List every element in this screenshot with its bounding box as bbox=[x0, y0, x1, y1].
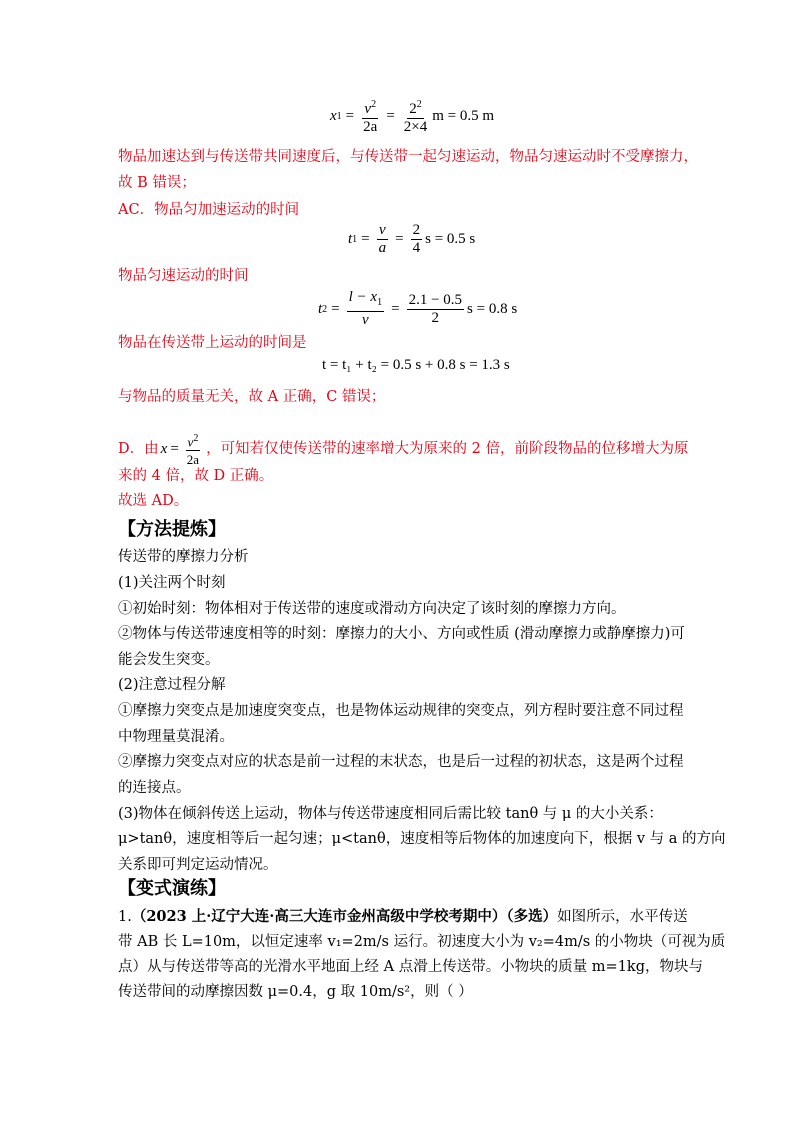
text-line: ②物体与传送带速度相等的时刻：摩擦力的大小、方向或性质 (滑动摩擦力或静摩擦力)可 bbox=[118, 626, 685, 642]
text-line: 传送带的摩擦力分析 bbox=[118, 549, 249, 565]
eq-fraction bbox=[407, 292, 464, 327]
text-line: 故选 AD。 bbox=[118, 493, 189, 509]
equation-t2: t 2 = $\frac{l - x_1}{v}$ = $\frac{2.1 - 0.5}{2}$ s = 0.8 s bbox=[318, 289, 518, 328]
text-line: ②摩擦力突变点对应的状态是前一过程的末状态，也是后一过程的初状态，这是两个过程 bbox=[118, 754, 684, 770]
eq-sub: 1 bbox=[352, 234, 358, 245]
eq-sub: 1 bbox=[336, 110, 342, 122]
eq-num: 2 bbox=[409, 101, 417, 117]
equation-x1: x 1 = $\frac{v^2}{2a}$ = $\frac{2^2}{2\times 4}$ m = 0.5 m bbox=[330, 96, 494, 136]
text-line: ①初始时刻：物体相对于传送带的速度或滑动方向决定了该时刻的摩擦力方向。 bbox=[118, 601, 626, 617]
question-line: 传送带间的动摩擦因数 μ=0.4，g 取 10m/s²，则（ ） bbox=[118, 984, 473, 1000]
text-fragment: D．由 bbox=[118, 441, 159, 458]
question-number: 1. bbox=[118, 909, 132, 925]
text-fragment: ，可知若仅使传送带的速率增大为原来的 2 倍，前阶段物品的位移增大为原 bbox=[206, 441, 689, 458]
eq-den: 2a bbox=[186, 452, 200, 468]
eq-fraction bbox=[361, 96, 379, 136]
text-line: 与物品的质量无关，故 A 正确，C 错误； bbox=[118, 389, 386, 405]
text-line: (2)注意过程分解 bbox=[118, 677, 226, 693]
question-line bbox=[118, 907, 688, 927]
text-line: 中物理量莫混淆。 bbox=[118, 729, 234, 745]
equation-t1: t 1 = $\frac{v}{a}$ = $\frac{2}{4}$ s = 0.5 s bbox=[348, 222, 476, 256]
text-line: 物品加速达到与传送带共同速度后，与传送带一起匀速运动，物品匀速运动时不受摩擦力， bbox=[118, 149, 698, 165]
eq-fraction bbox=[402, 96, 429, 136]
eq-num: 2.1 − 0.5 bbox=[408, 291, 463, 308]
text-line-formula bbox=[118, 430, 689, 468]
eq-den: 2×4 bbox=[403, 119, 428, 135]
text-line: 故 B 错误； bbox=[118, 175, 196, 191]
question-source: （2023 上·辽宁大连·高三大连市金州高级中学校考期中）（多选） bbox=[131, 908, 558, 925]
eq-fraction bbox=[347, 289, 384, 329]
text-line: 物品在传送带上运动的时间是 bbox=[118, 335, 307, 351]
eq-den: 4 bbox=[412, 240, 421, 256]
inline-equation: x = $\frac{v^2}{2a}$ bbox=[161, 430, 204, 468]
text-line: 来的 4 倍，故 D 正确。 bbox=[118, 468, 274, 484]
eq-symbol: t bbox=[318, 300, 323, 317]
section-heading: 【变式演练】 bbox=[118, 878, 226, 899]
eq-den: v bbox=[362, 312, 369, 328]
text-line: (1)关注两个时刻 bbox=[118, 575, 226, 591]
equation-t: t = t₁ + t₂ = 0.5 s + 0.8 s = 1.3 s bbox=[322, 357, 510, 373]
eq-rhs: s = 0.8 s bbox=[467, 300, 518, 317]
text-line: ①摩擦力突变点是加速度突变点，也是物体运动规律的突变点，列方程时要注意不同过程 bbox=[118, 703, 684, 719]
section-heading: 【方法提炼】 bbox=[118, 519, 226, 540]
eq-sup: 2 bbox=[193, 433, 199, 444]
eq-rhs: s = 0.5 s bbox=[425, 231, 476, 247]
eq-num: v bbox=[187, 434, 194, 450]
text-line: μ>tanθ，速度相等后一起匀速；μ<tanθ，速度相等后物体的加速度向下，根据 v 与 a 的方向 bbox=[118, 831, 726, 847]
text-line: (3)物体在倾斜传送上运动，物体与传送带速度相同后需比较 tanθ 与 μ 的大小关系： bbox=[118, 806, 663, 822]
text-line: 能会发生突变。 bbox=[118, 652, 220, 668]
eq-fraction bbox=[411, 222, 423, 257]
question-line: 带 AB 长 L=10m，以恒定速率 v₁=2m/s 运行。初速度大小为 v₂=4m/s 的小物块（可视为质 bbox=[118, 934, 726, 950]
text-line: AC．物品匀加速运动的时间 bbox=[118, 202, 300, 218]
eq-sup: 2 bbox=[416, 99, 422, 110]
eq-num: v bbox=[379, 222, 386, 238]
text-line: 物品匀速运动的时间 bbox=[118, 268, 249, 284]
eq-symbol: x bbox=[330, 107, 337, 124]
eq-num: v bbox=[364, 101, 372, 117]
question-line: 点）从与传送带等高的光滑水平地面上经 A 点滑上传送带。小物块的质量 m=1kg，物块与 bbox=[118, 959, 703, 975]
eq-den: 2 bbox=[431, 309, 440, 326]
eq-den: a bbox=[378, 240, 387, 256]
eq-rhs: m = 0.5 m bbox=[432, 107, 495, 124]
eq-den: 2a bbox=[363, 119, 378, 135]
eq-fraction bbox=[185, 430, 201, 468]
text-line: 关系即可判定运动情况。 bbox=[118, 857, 278, 873]
text-line: 的连接点。 bbox=[118, 780, 191, 796]
eq-num: 2 bbox=[412, 222, 421, 238]
eq-fraction bbox=[377, 222, 389, 257]
eq-sub: 2 bbox=[322, 303, 328, 315]
text-fragment: 如图所示，水平传送 bbox=[557, 909, 688, 925]
eq-sub: 1 bbox=[377, 297, 383, 308]
eq-symbol: t bbox=[348, 231, 353, 247]
eq-num: l − x bbox=[348, 289, 378, 305]
eq-sup: 2 bbox=[371, 99, 377, 110]
